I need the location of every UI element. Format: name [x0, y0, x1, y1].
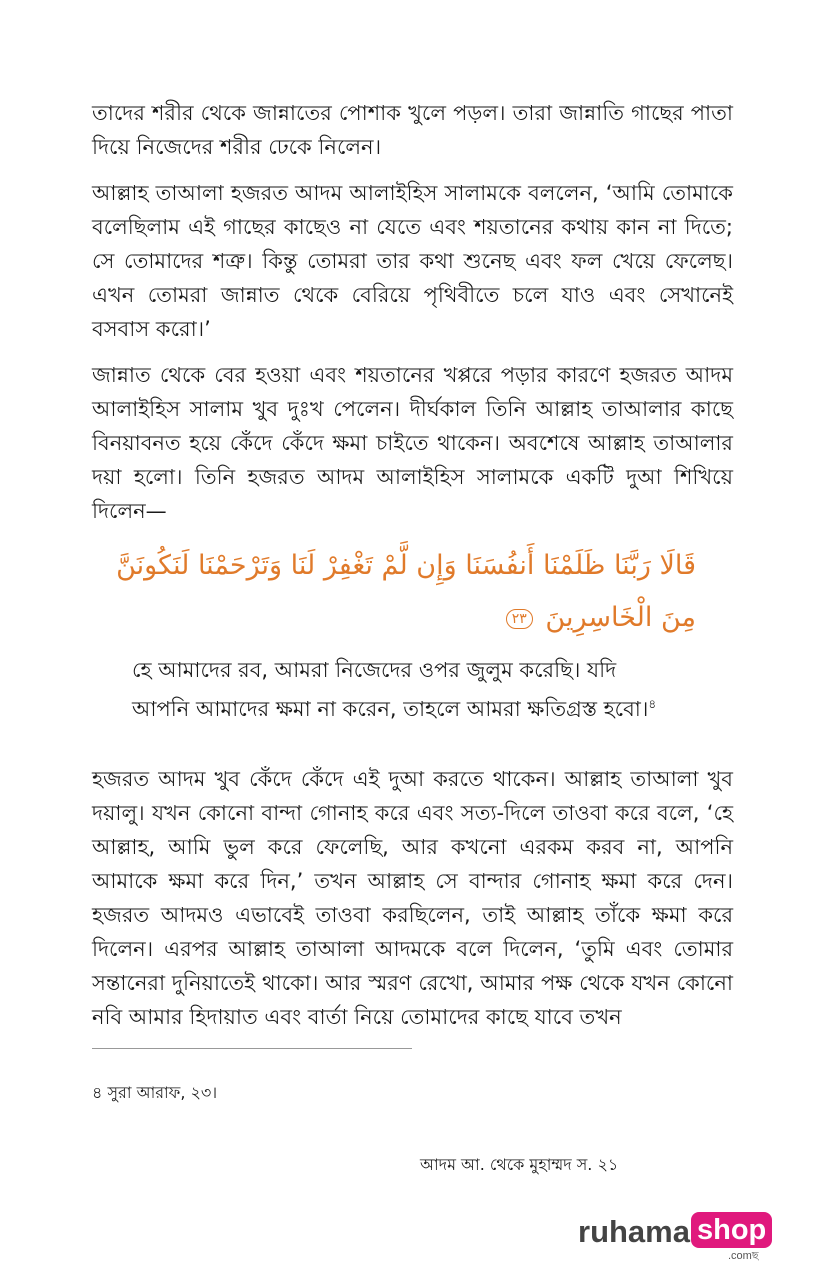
- publisher-logo: [578, 1210, 778, 1260]
- verse-translation: [132, 653, 672, 726]
- footnote: ৪ সুরা আরাফ, ২৩।: [92, 1083, 218, 1102]
- footnote-divider: [92, 1048, 412, 1049]
- arabic-verse-text: قَالَا رَبَّنَا ظَلَمْنَا أَنفُسَنَا وَإِن لَّمْ تَغْفِرْ لَنَا وَتَرْحَمْنَا لَنَكُونَنَّ مِنَ الْخَاسِرِينَ: [116, 550, 696, 633]
- running-footer: আদম আ. থেকে মুহাম্মদ স. ২১: [420, 1155, 619, 1174]
- logo-text-ruhama: ruhama: [578, 1214, 690, 1249]
- ayah-number-mark: ٢٣: [506, 609, 533, 629]
- quran-verse-arabic: [92, 540, 696, 644]
- footnote-reference[interactable]: ৪: [648, 697, 657, 711]
- paragraph: জান্নাত থেকে বের হওয়া এবং শয়তানের খপ্পরে পড়ার কারণে হজরত আদম আলাইহিস সালাম খুব দুঃখ পেলেন। দীর্ঘকাল তিনি আল্লাহ তাআলার কাছে বিনয়াবনত হয়ে কেঁদে কেঁদে ক্ষমা চাইতে থাকেন। অবশেষে আল্লাহ তাআলার দয়া হলো। তিনি হজরত আদম আলাইহিস সালামকে একটি দুআ শিখিয়ে দিলেন—: [92, 363, 733, 523]
- logo-text-shop: shop: [691, 1212, 772, 1248]
- logo-text-com: .comছ: [728, 1250, 759, 1262]
- paragraph: হজরত আদম খুব কেঁদে কেঁদে এই দুআ করতে থাকেন। আল্লাহ তাআলা খুব দয়ালু। যখন কোনো বান্দা গোনাহ করে এবং সত্য-দিলে তাওবা করে বলে, ‘হে আল্লাহ, আমি ভুল করে ফেলেছি, আর কখনো এরকম করব না, আপনি আমাকে ক্ষমা করে দিন,’ তখন আল্লাহ সে বান্দার গোনাহ ক্ষমা করে দেন। হজরত আদমও এভাবেই তাওবা করছিলেন, তাই আল্লাহ তাঁকে ক্ষমা করে দিলেন। এরপর আল্লাহ তাআলা আদমকে বলে দিলেন, ‘তুমি এবং তোমার সন্তানেরা দুনিয়াতেই থাকো। আর স্মরণ রেখো, আমার পক্ষ থেকে যখন কোনো নবি আমার হিদায়াত এবং বার্তা নিয়ে তোমাদের কাছে যাবে তখন: [92, 767, 733, 1029]
- paragraph: আল্লাহ তাআলা হজরত আদম আলাইহিস সালামকে বললেন, ‘আমি তোমাকে বলেছিলাম এই গাছের কাছেও না যেতে এবং শয়তানের কথায় কান না দিতে; সে তোমাদের শত্রু। কিন্তু তোমরা তার কথা শুনেছ এবং ফল খেয়ে ফেলেছ। এখন তোমরা জান্নাত থেকে বেরিয়ে পৃথিবীতে চলে যাও এবং সেখানেই বসবাস করো।’: [92, 181, 733, 341]
- paragraph: তাদের শরীর থেকে জান্নাতের পোশাক খুলে পড়ল। তারা জান্নাতি গাছের পাতা দিয়ে নিজেদের শরীর ঢেকে নিলেন।: [92, 101, 733, 159]
- translation-text: হে আমাদের রব, আমরা নিজেদের ওপর জুলুম করেছি। যদি আপনি আমাদের ক্ষমা না করেন, তাহলে আমরা ক্ষতিগ্রস্ত হবো।: [132, 658, 649, 721]
